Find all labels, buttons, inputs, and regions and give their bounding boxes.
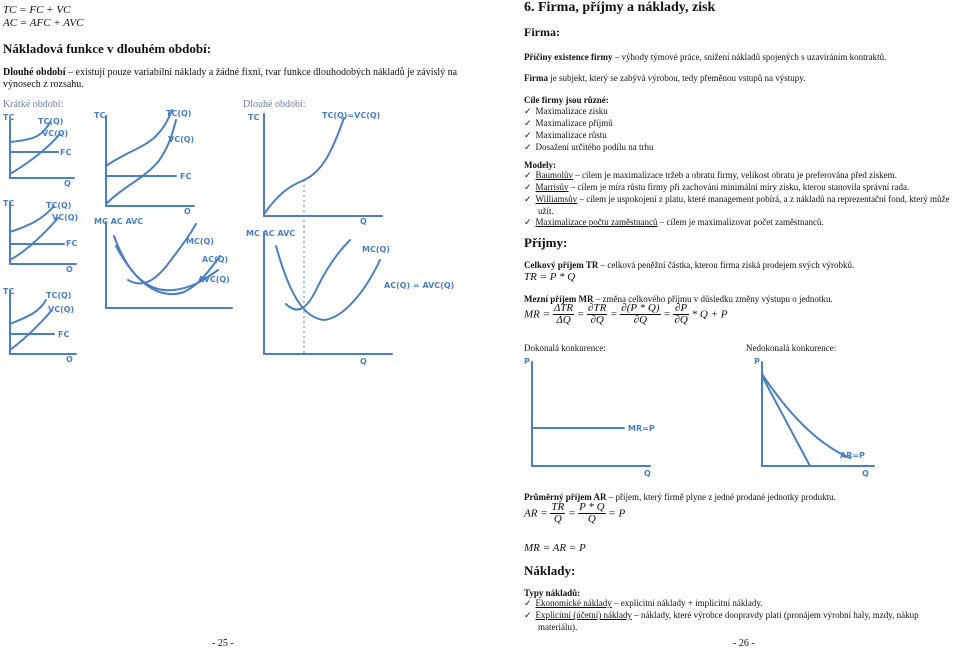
- check-icon: ✓: [524, 119, 532, 129]
- denominator: ΔQ: [556, 314, 571, 326]
- check-icon: ✓: [524, 171, 532, 181]
- numerator: P * Q: [579, 501, 605, 513]
- label-q: Q: [862, 469, 869, 478]
- numerator: ΔTR: [553, 302, 574, 314]
- list-item: [524, 182, 956, 194]
- model-text: – cílem je maximalizovat počet zaměstnanců.: [657, 217, 824, 227]
- label-ac-eq-avc: AC(Q) = AVC(Q): [384, 281, 455, 290]
- sketch-short-vc-fc: [2, 284, 82, 362]
- equation-ac: AC = AFC + AVC: [3, 17, 84, 29]
- equals: =: [576, 308, 585, 321]
- label-tc: TC: [248, 113, 260, 122]
- priciny-paragraph: [524, 52, 954, 63]
- label-tc: TC: [3, 113, 15, 122]
- firma-heading: Firma:: [524, 25, 560, 39]
- cost-type-text: – explicitní náklady + implicitní náklady.: [611, 598, 763, 608]
- label-tcq: TC(Q): [46, 291, 72, 300]
- prijmy-heading: Příjmy:: [524, 235, 568, 250]
- sketch-short-tc-large: [92, 106, 202, 214]
- check-icon: ✓: [524, 107, 532, 117]
- model-name: Maximalizace počtu zaměstnanců: [535, 217, 658, 227]
- long-run-term: Dlouhé období: [3, 67, 66, 78]
- long-run-text: – existují pouze variabilní náklady a žádné fixní, tvar funkce dlouhodobých nákladů je závislý na výnosech z rozsahu.: [3, 67, 458, 90]
- label-ar-p: AR=P: [840, 451, 865, 460]
- label-tcq: TC(Q): [166, 109, 192, 118]
- model-text: – cílem je uspokojení z platu, které management pobírá, a z nákladů na reprezentační fond, který může užít.: [538, 194, 950, 216]
- label-q: Q: [64, 179, 71, 188]
- check-icon: ✓: [524, 218, 532, 228]
- label-fc: FC: [180, 172, 192, 181]
- mr-equation: [524, 303, 727, 326]
- list-item: [524, 610, 958, 633]
- label-q: Q: [360, 357, 367, 366]
- fraction: [587, 303, 607, 326]
- cost-type-name: Ekonomické náklady: [535, 598, 612, 608]
- graph-perfect-competition: [520, 354, 670, 478]
- label-fc: FC: [60, 148, 72, 157]
- tr-definition: [524, 260, 954, 271]
- label-q: Q: [184, 207, 191, 214]
- label-mcq: MC(Q): [362, 245, 390, 254]
- mr-term: Mezní příjem MR: [524, 294, 594, 304]
- label-tc-eq-vc: TC(Q)=VC(Q): [322, 111, 381, 120]
- model-text: – cílem je maximalizace tržeb a obratu firmy, velikost obratu je preferována před ziskem.: [573, 170, 897, 180]
- vc-curve: [106, 120, 176, 204]
- ar-equation: [524, 502, 625, 525]
- cile-item: Maximalizace zisku: [535, 106, 608, 116]
- list-item: [524, 118, 654, 130]
- cile-item: Maximalizace příjmů: [535, 118, 613, 128]
- list-item: [524, 170, 956, 182]
- sketch-short-tc-vc-fc: [2, 112, 82, 188]
- long-run-paragraph: [3, 67, 463, 91]
- cile-heading: Cíle firmy jsou různé:: [524, 95, 609, 105]
- mr-line: [762, 376, 810, 466]
- label-tcq: TC(Q): [46, 201, 72, 210]
- label-mc-ac-avc: MC AC AVC: [246, 229, 296, 238]
- mr-ar-equation: MR = AR = P: [524, 542, 586, 554]
- sketch-short-tc-vc-fc-2: [2, 196, 84, 272]
- denominator: Q: [553, 513, 562, 525]
- label-fc: FC: [66, 239, 78, 248]
- cile-item: Dosažení určitého podílu na trhu: [535, 142, 654, 152]
- model-name: Baumolův: [535, 170, 574, 180]
- ar-term: Průměrný příjem AR: [524, 492, 607, 502]
- check-icon: ✓: [524, 143, 532, 153]
- sketch-long-tc: [242, 108, 392, 226]
- equation-tc: TC = FC + VC: [3, 4, 71, 16]
- numerator: ∂P: [675, 302, 688, 314]
- cost-type-text: – náklady, které výrobce doopravdy platí (pronájem výrobní haly, mzdy, nákup materiálu).: [538, 610, 919, 632]
- cile-item: Maximalizace růstu: [535, 130, 607, 140]
- label-acq: AC(Q): [202, 255, 229, 264]
- tr-equation: TR = P * Q: [524, 271, 576, 283]
- model-text: – cílem je míra růstu firmy při zachování minimální míry zisku, kterou stanovila správní rada.: [568, 182, 910, 192]
- numerator: ∂(P * Q): [621, 302, 660, 314]
- graph-imperfect-competition: [752, 354, 882, 478]
- label-q: Q: [66, 355, 73, 362]
- equals: =: [567, 507, 576, 520]
- check-icon: ✓: [524, 599, 532, 609]
- label-vcq: VC(Q): [42, 129, 69, 138]
- label-q: Q: [644, 469, 651, 478]
- firma-term: Firma: [524, 73, 548, 83]
- priciny-term: Příčiny existence firmy: [524, 52, 613, 62]
- vc-curve: [10, 310, 52, 350]
- vc-curve: [10, 134, 60, 174]
- fraction: [673, 303, 688, 326]
- sketch-short-ac-avc-mc: [92, 216, 242, 316]
- page-number-right: - 26 -: [733, 638, 755, 649]
- firma-text: je subjekt, který se zabývá výrobou, tedy přeměnou vstupů na výstupy.: [548, 73, 806, 83]
- list-item: [524, 130, 654, 142]
- fraction: [550, 502, 565, 525]
- list-item: [524, 598, 958, 610]
- cile-list: [524, 106, 654, 154]
- equals: =: [610, 308, 618, 321]
- list-item: [524, 217, 956, 229]
- label-tc: TC: [94, 111, 106, 120]
- model-name: Marrisův: [535, 182, 569, 192]
- check-icon: ✓: [524, 183, 532, 193]
- label-p: P: [754, 357, 760, 366]
- tc-curve: [10, 300, 46, 324]
- check-icon: ✓: [524, 611, 532, 621]
- modely-heading: Modely:: [524, 160, 556, 170]
- numerator: TR: [551, 501, 565, 513]
- label-q: Q: [360, 217, 367, 226]
- tr-term: Celkový příjem TR: [524, 260, 599, 270]
- label-avcq: AVC(Q): [198, 275, 230, 284]
- label-tc: TC: [3, 199, 15, 208]
- long-run-cost-heading: Nákladová funkce v dlouhém období:: [3, 41, 212, 56]
- denominator: Q: [587, 513, 596, 525]
- page-number-left: - 25 -: [212, 638, 234, 649]
- label-mr-p: MR=P: [628, 424, 655, 433]
- modely-list: [524, 170, 956, 229]
- typy-heading: Typy nákladů:: [524, 588, 581, 598]
- vc-curve: [10, 218, 58, 260]
- list-item: [524, 194, 956, 217]
- priciny-text: – výhody týmové práce, snížení nákladů spojených s uzavíráním kontraktů.: [612, 52, 887, 62]
- typy-list: [524, 598, 958, 633]
- ar-tail: = P: [608, 507, 626, 520]
- denominator: ∂Q: [674, 314, 688, 326]
- perfect-competition-label: Dokonalá konkurence:: [524, 343, 606, 353]
- equals: =: [663, 308, 671, 321]
- label-vcq: VC(Q): [52, 213, 79, 222]
- mc-curve: [128, 224, 196, 283]
- mr-tail: * Q + P: [691, 308, 728, 321]
- long-run-label: Dlouhé období:: [243, 99, 306, 110]
- list-item: [524, 142, 654, 154]
- ar-p-curve: [762, 374, 850, 458]
- check-icon: ✓: [524, 131, 532, 141]
- short-run-label: Krátké období:: [3, 99, 64, 110]
- denominator: ∂Q: [633, 314, 648, 326]
- label-tc: TC: [3, 287, 15, 296]
- tc-curve: [264, 118, 344, 214]
- fraction: [578, 502, 605, 525]
- sketch-long-ac-mc: [242, 226, 472, 366]
- chapter-title: 6. Firma, příjmy a náklady, zisk: [524, 0, 716, 15]
- check-icon: ✓: [524, 195, 532, 205]
- label-vcq: VC(Q): [48, 305, 75, 314]
- label-tcq: TC(Q): [38, 117, 64, 126]
- mr-text: – změna celkového příjmu v důsledku změny výstupu o jednotku.: [593, 294, 833, 304]
- label-fc: FC: [58, 330, 70, 339]
- denominator: ∂Q: [590, 314, 604, 326]
- cost-type-name: Explicitní (účetní) náklady: [535, 610, 633, 620]
- numerator: ∂TR: [588, 302, 607, 314]
- fraction: [553, 303, 574, 326]
- label-vcq: VC(Q): [168, 135, 195, 144]
- naklady-heading: Náklady:: [524, 563, 576, 578]
- ar-text: – příjem, který firmě plyne z jedné prodané jednotky produktu.: [606, 492, 836, 502]
- list-item: [524, 106, 654, 118]
- label-mc-ac-avc: MC AC AVC: [94, 217, 144, 226]
- imperfect-competition-label: Nedokonalá konkurence:: [746, 343, 837, 353]
- mr-lhs: MR =: [524, 308, 551, 321]
- firma-definition: [524, 73, 954, 84]
- label-q: Q: [66, 265, 73, 272]
- model-name: Williamsův: [535, 194, 578, 204]
- tr-text: – celková peněžní částka, kterou firma získá prodejem svých výrobků.: [598, 260, 855, 270]
- ar-lhs: AR =: [524, 507, 548, 520]
- label-p: P: [524, 357, 530, 366]
- label-mcq: MC(Q): [186, 237, 214, 246]
- fraction: [620, 303, 660, 326]
